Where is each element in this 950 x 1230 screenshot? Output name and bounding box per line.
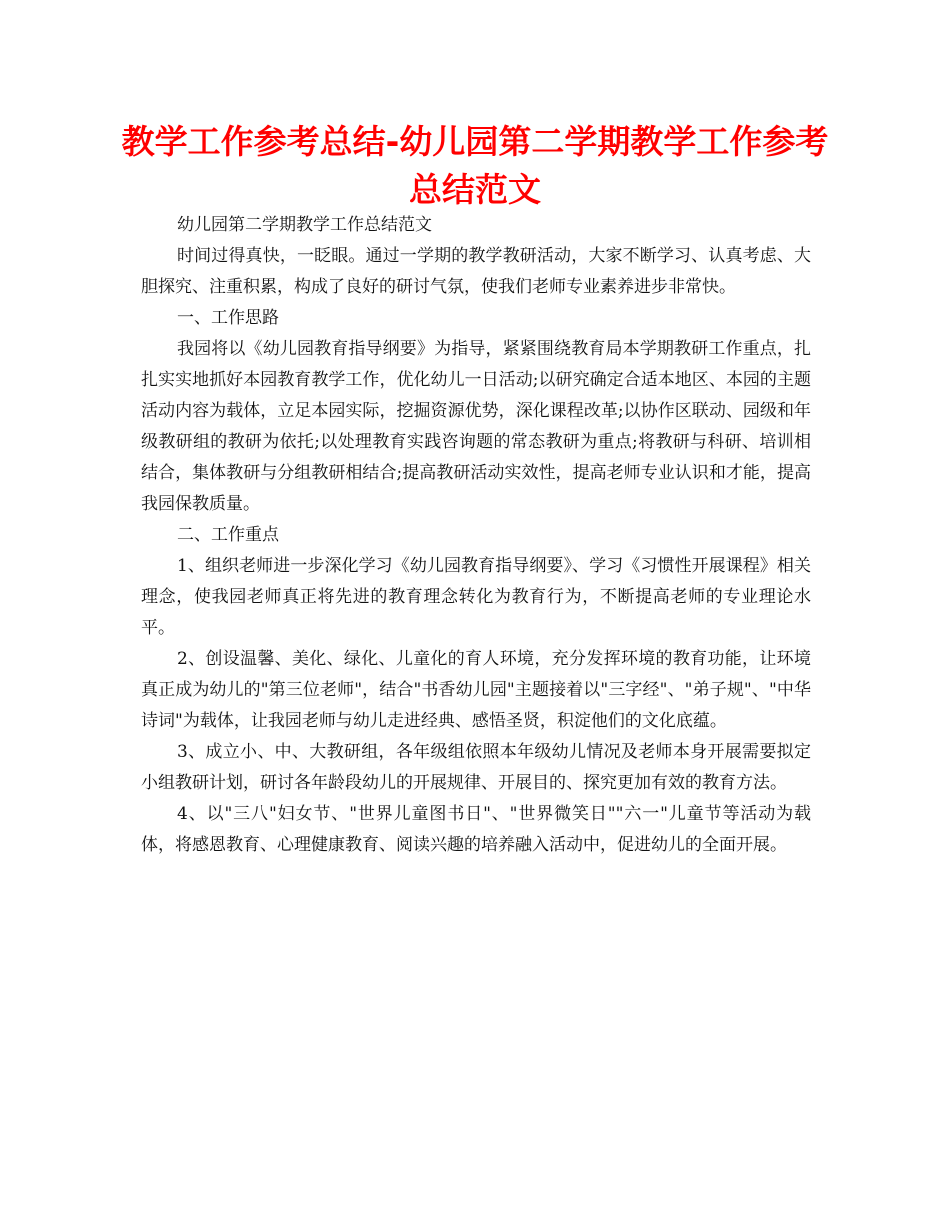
work-approach-paragraph: 我园将以《幼儿园教育指导纲要》为指导，紧紧围绕教育局本学期教研工作重点，扎扎实实地抓好本园教育教学工作，优化幼儿一日活动;以研究确定合适本地区、本园的主题活动内容为载体，立足本园实际，挖掘资源优势，深化课程改革;以协作区联动、园级和年级教研组的教研为依托;以处理教育实践咨询题的常态教研为重点;将教研与科研、培训相结合，集体教研与分组教研相结合;提高教研活动实效性，提高老师专业认识和才能，提高我园保教质量。 xyxy=(141,339,811,514)
document-title: 教学工作参考总结-幼儿园第二学期教学工作参考总结范文 xyxy=(121,122,829,209)
focus-item-3: 3、成立小、中、大教研组，各年级组依照本年级幼儿情况及老师本身开展需要拟定小组教研计划，研讨各年龄段幼儿的开展规律、开展目的、探究更加有效的教育方法。 xyxy=(141,742,811,793)
section-heading-work-focus: 二、工作重点 xyxy=(177,525,279,545)
subtitle-paragraph: 幼儿园第二学期教学工作总结范文 xyxy=(177,215,432,235)
focus-item-4: 4、以"三八"妇女节、"世界儿童图书日"、"世界微笑日""六一"儿童节等活动为载体，将感恩教育、心理健康教育、阅读兴趣的培养融入活动中，促进幼儿的全面开展。 xyxy=(141,804,811,855)
section-heading-work-approach: 一、工作思路 xyxy=(177,308,279,328)
focus-item-1: 1、组织老师进一步深化学习《幼儿园教育指导纲要》、学习《习惯性开展课程》相关理念，使我园老师真正将先进的教育理念转化为教育行为，不断提高老师的专业理论水平。 xyxy=(141,556,811,638)
focus-item-2: 2、创设温馨、美化、绿化、儿童化的育人环境，充分发挥环境的教育功能，让环境真正成为幼儿的"第三位老师"，结合"书香幼儿园"主题接着以"三字经"、"弟子规"、"中华诗词"为载体，让我园老师与幼儿走进经典、感悟圣贤，积淀他们的文化底蕴。 xyxy=(141,649,811,731)
intro-paragraph: 时间过得真快，一眨眼。通过一学期的教学教研活动，大家不断学习、认真考虑、大胆探究、注重积累，构成了良好的研讨气氛，使我们老师专业素养进步非常快。 xyxy=(141,246,811,297)
document-body xyxy=(141,210,811,861)
